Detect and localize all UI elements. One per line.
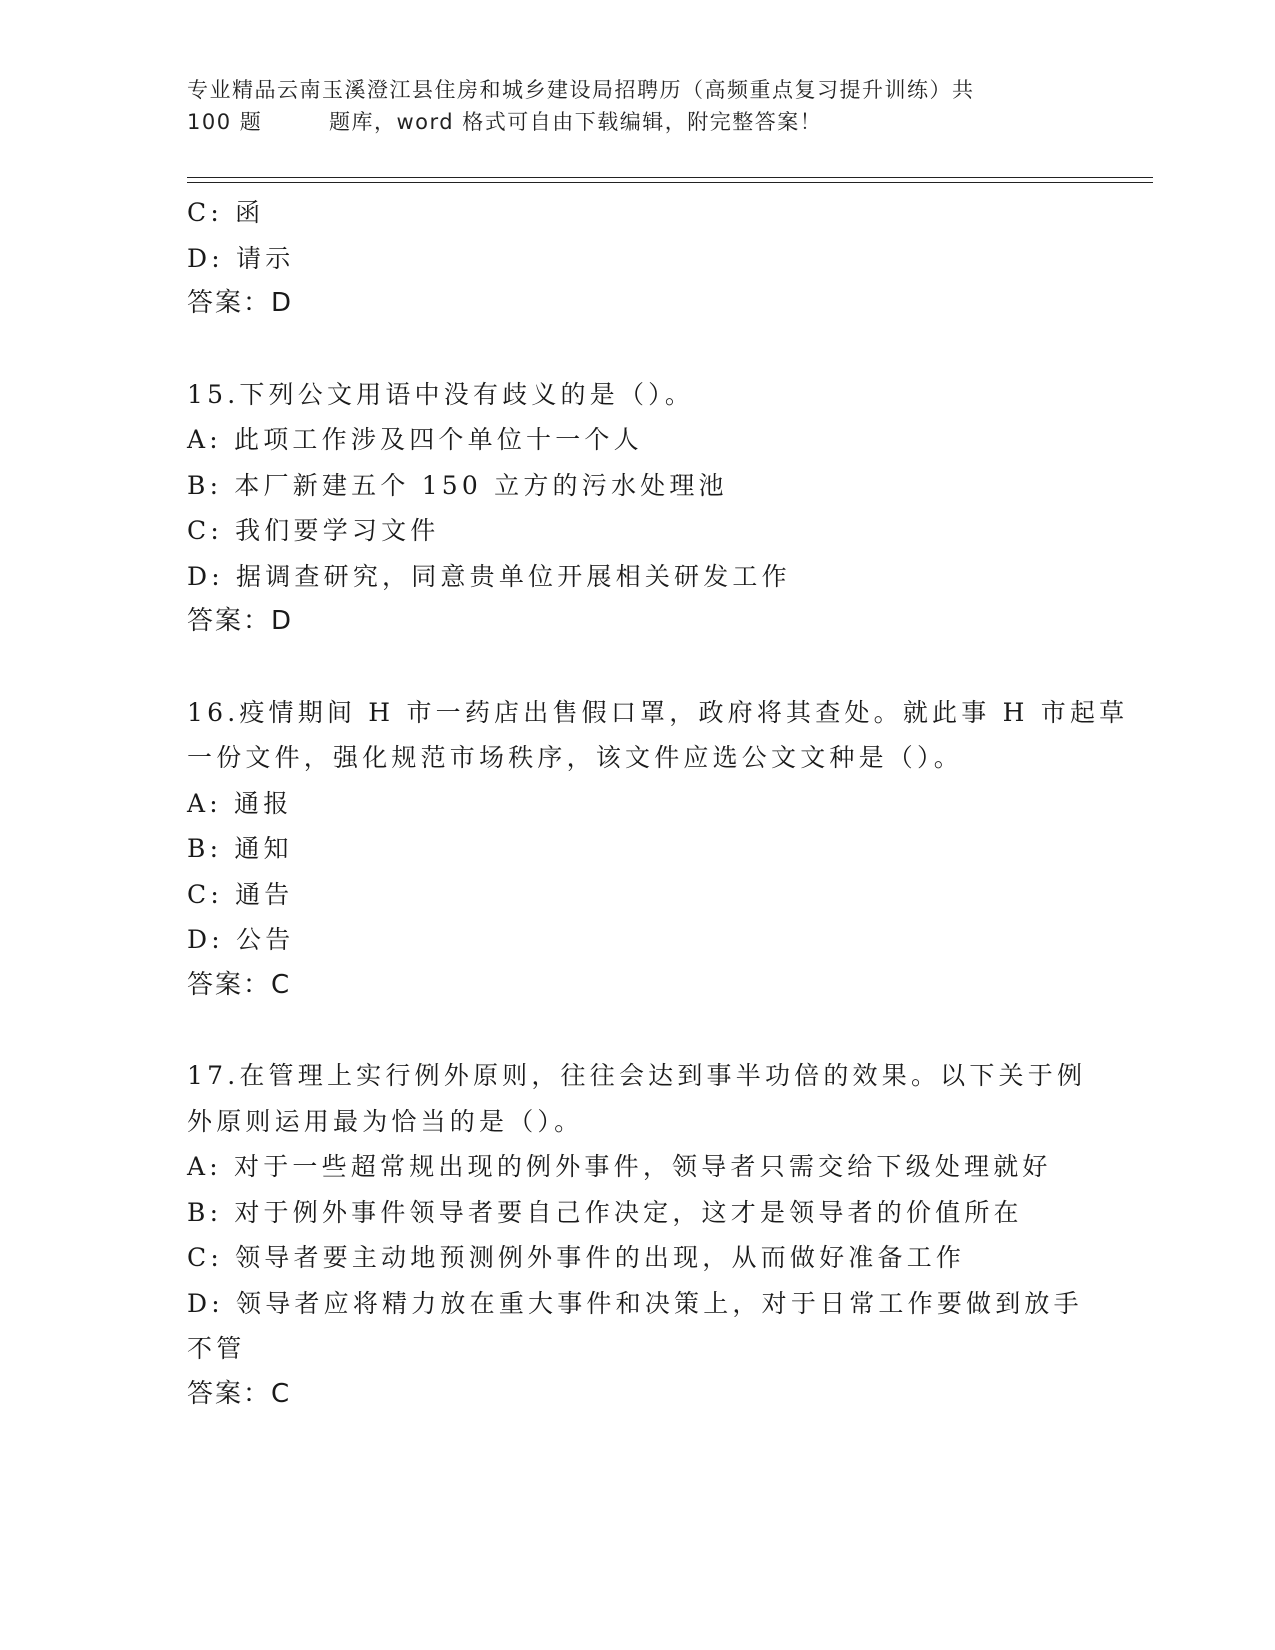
header-rule-top (187, 177, 1153, 178)
option-d-line-2: 不管 (187, 1334, 246, 1363)
option-d: D: 请示 (187, 243, 295, 273)
option-c: C: 通告 (187, 879, 294, 909)
question-stem-line-1: 17.在管理上实行例外原则，往往会达到事半功倍的效果。以下关于例 (187, 1061, 1087, 1090)
header-rule-bottom (187, 182, 1153, 183)
option-c: C: 领导者要主动地预测例外事件的出现，从而做好准备工作 (187, 1243, 966, 1272)
question-15 (187, 372, 1067, 645)
answer: 答案：C (187, 1378, 292, 1409)
question-14-continued (187, 190, 1067, 327)
option-c: C: 我们要学习文件 (187, 516, 440, 545)
option-a: A: 此项工作涉及四个单位十一个人 (187, 425, 643, 454)
option-b: B: 本厂新建五个 150 立方的污水处理池 (187, 470, 728, 500)
option-a: A: 对于一些超常规出现的例外事件，领导者只需交给下级处理就好 (187, 1152, 1052, 1181)
question-17 (187, 1053, 1087, 1417)
option-a: A: 通报 (187, 788, 293, 818)
answer: 答案：D (187, 606, 294, 636)
question-16 (187, 690, 1129, 1009)
answer: 答案：D (187, 288, 294, 318)
question-stem-line-1: 16.疫情期间 H 市一药店出售假口罩，政府将其查处。就此事 H 市起草 (187, 697, 1129, 727)
header-description: 题库，word 格式可自由下载编辑，附完整答案！ (329, 110, 823, 134)
option-d-line-1: D: 领导者应将精力放在重大事件和决策上，对于日常工作要做到放手 (187, 1288, 1083, 1318)
option-b: B: 通知 (187, 834, 293, 863)
option-d: D: 据调查研究，同意贵单位开展相关研发工作 (187, 561, 791, 591)
option-c: C: 函 (187, 198, 265, 227)
question-stem-line-2: 外原则运用最为恰当的是（）。 (187, 1106, 584, 1136)
option-d: D: 公告 (187, 925, 295, 954)
question-stem-line-2: 一份文件，强化规范市场秩序，该文件应选公文文种是（）。 (187, 743, 963, 772)
document-header (187, 74, 1087, 138)
header-title-line-1: 专业精品云南玉溪澄江县住房和城乡建设局招聘历（高频重点复习提升训练）共 (187, 78, 975, 102)
header-question-count: 100 题 (187, 110, 263, 134)
option-b: B: 对于例外事件领导者要自己作决定，这才是领导者的价值所在 (187, 1197, 1023, 1227)
header-title-line-2 (187, 106, 1087, 138)
question-stem: 15.下列公文用语中没有歧义的是（）。 (187, 379, 695, 409)
question-list (187, 190, 1129, 1417)
answer: 答案：C (187, 969, 292, 1000)
